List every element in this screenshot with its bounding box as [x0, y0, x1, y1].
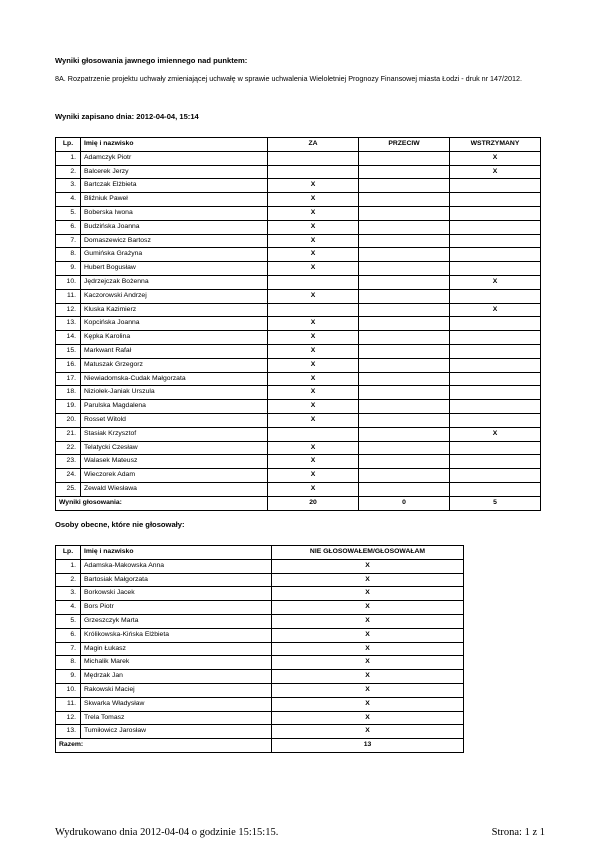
cell-name: Mędrzak Jan [81, 670, 272, 684]
votes-table-header [56, 138, 541, 152]
table-row [56, 331, 541, 345]
cell-lp: 22. [56, 441, 81, 455]
cell-wstrzymany [450, 317, 541, 331]
cell-za: X [268, 441, 359, 455]
table-row [56, 614, 464, 628]
cell-przeciw [359, 400, 450, 414]
cell-wstrzymany: X [450, 303, 541, 317]
cell-za: X [268, 400, 359, 414]
summary-wstrzymany: 5 [450, 496, 541, 510]
cell-name: Królikowska-Kińska Elżbieta [81, 628, 272, 642]
cell-wstrzymany [450, 248, 541, 262]
absent-table-header [56, 546, 464, 560]
cell-za: X [268, 455, 359, 469]
table-row [56, 179, 541, 193]
cell-lp: 21. [56, 427, 81, 441]
cell-status: X [272, 573, 464, 587]
cell-lp: 9. [56, 670, 81, 684]
cell-wstrzymany [450, 206, 541, 220]
header-wstrzymany: WSTRZYMANY [450, 138, 541, 152]
cell-wstrzymany: X [450, 275, 541, 289]
cell-za: X [268, 317, 359, 331]
cell-lp: 8. [56, 656, 81, 670]
cell-lp: 3. [56, 179, 81, 193]
cell-wstrzymany [450, 234, 541, 248]
cell-wstrzymany [450, 413, 541, 427]
cell-wstrzymany: X [450, 427, 541, 441]
cell-wstrzymany [450, 469, 541, 483]
cell-lp: 19. [56, 400, 81, 414]
cell-name: Skwarka Władysław [81, 697, 272, 711]
table-row [56, 372, 541, 386]
cell-wstrzymany [450, 372, 541, 386]
table-row [56, 317, 541, 331]
cell-przeciw [359, 386, 450, 400]
table-row [56, 427, 541, 441]
header-name: Imię i nazwisko [81, 138, 268, 152]
cell-status: X [272, 628, 464, 642]
page-title: Wyniki głosowania jawnego imiennego nad punktem: [55, 56, 248, 65]
table-row [56, 482, 541, 496]
cell-przeciw [359, 165, 450, 179]
cell-za [268, 151, 359, 165]
table-row [56, 601, 464, 615]
cell-za: X [268, 262, 359, 276]
printed-timestamp: Wydrukowano dnia 2012-04-04 o godzinie 15:15:15. [55, 827, 279, 838]
cell-za [268, 275, 359, 289]
cell-status: X [272, 725, 464, 739]
table-row [56, 573, 464, 587]
cell-przeciw [359, 455, 450, 469]
table-row [56, 262, 541, 276]
absent-summary-row [56, 739, 464, 753]
header-status: NIE GŁOSOWAŁEM/GŁOSOWAŁAM [272, 546, 464, 560]
cell-name: Bliźniuk Paweł [81, 193, 268, 207]
cell-przeciw [359, 469, 450, 483]
cell-za: X [268, 179, 359, 193]
cell-name: Adamska-Makowska Anna [81, 559, 272, 573]
cell-name: Niewiadomska-Cudak Małgorzata [81, 372, 268, 386]
cell-lp: 10. [56, 683, 81, 697]
cell-za: X [268, 358, 359, 372]
cell-name: Jędrzejczak Bożenna [81, 275, 268, 289]
cell-wstrzymany: X [450, 151, 541, 165]
cell-wstrzymany [450, 400, 541, 414]
cell-wstrzymany [450, 289, 541, 303]
cell-name: Budzińska Joanna [81, 220, 268, 234]
cell-przeciw [359, 234, 450, 248]
cell-przeciw [359, 303, 450, 317]
cell-przeciw [359, 372, 450, 386]
table-row [56, 469, 541, 483]
cell-status: X [272, 670, 464, 684]
cell-name: Grzeszczyk Marta [81, 614, 272, 628]
cell-lp: 13. [56, 317, 81, 331]
cell-wstrzymany [450, 386, 541, 400]
cell-lp: 12. [56, 303, 81, 317]
cell-name: Domaszewicz Bartosz [81, 234, 268, 248]
table-row [56, 358, 541, 372]
cell-lp: 16. [56, 358, 81, 372]
cell-lp: 3. [56, 587, 81, 601]
cell-przeciw [359, 275, 450, 289]
cell-przeciw [359, 220, 450, 234]
cell-name: Trela Tomasz [81, 711, 272, 725]
cell-za: X [268, 193, 359, 207]
cell-przeciw [359, 317, 450, 331]
cell-za: X [268, 372, 359, 386]
cell-name: Niziołek-Janiak Urszula [81, 386, 268, 400]
cell-przeciw [359, 193, 450, 207]
cell-lp: 13. [56, 725, 81, 739]
table-row [56, 234, 541, 248]
cell-name: Boberska Iwona [81, 206, 268, 220]
cell-name: Kaczorowski Andrzej [81, 289, 268, 303]
table-row [56, 289, 541, 303]
table-row [56, 628, 464, 642]
cell-wstrzymany [450, 455, 541, 469]
cell-wstrzymany [450, 220, 541, 234]
cell-przeciw [359, 331, 450, 345]
table-row [56, 559, 464, 573]
cell-status: X [272, 601, 464, 615]
cell-lp: 9. [56, 262, 81, 276]
cell-name: Adamczyk Piotr [81, 151, 268, 165]
cell-wstrzymany [450, 193, 541, 207]
table-row [56, 303, 541, 317]
cell-lp: 24. [56, 469, 81, 483]
cell-name: Borkowski Jacek [81, 587, 272, 601]
absent-title: Osoby obecne, które nie głosowały: [55, 520, 185, 529]
cell-name: Magin Łukasz [81, 642, 272, 656]
summary-przeciw: 0 [359, 496, 450, 510]
cell-name: Balcerek Jerzy [81, 165, 268, 179]
cell-wstrzymany [450, 358, 541, 372]
table-row [56, 206, 541, 220]
cell-name: Hubert Bogusław [81, 262, 268, 276]
cell-wstrzymany [450, 441, 541, 455]
cell-name: Kopcińska Joanna [81, 317, 268, 331]
table-row [56, 587, 464, 601]
cell-lp: 2. [56, 573, 81, 587]
cell-za: X [268, 220, 359, 234]
table-row [56, 386, 541, 400]
cell-lp: 7. [56, 642, 81, 656]
table-row [56, 275, 541, 289]
page-number: Strona: 1 z 1 [491, 827, 545, 838]
absent-table [55, 545, 464, 753]
cell-wstrzymany [450, 482, 541, 496]
header-name: Imię i nazwisko [81, 546, 272, 560]
cell-lp: 18. [56, 386, 81, 400]
cell-za: X [268, 331, 359, 345]
table-row [56, 151, 541, 165]
summary-label: Wyniki głosowania: [56, 496, 268, 510]
cell-lp: 5. [56, 206, 81, 220]
cell-lp: 5. [56, 614, 81, 628]
cell-name: Rosset Witold [81, 413, 268, 427]
cell-name: Markwant Rafał [81, 344, 268, 358]
cell-za: X [268, 234, 359, 248]
cell-name: Bartczak Elżbieta [81, 179, 268, 193]
cell-przeciw [359, 151, 450, 165]
header-przeciw: PRZECIW [359, 138, 450, 152]
cell-lp: 14. [56, 331, 81, 345]
cell-name: Bors Piotr [81, 601, 272, 615]
cell-za: X [268, 344, 359, 358]
table-row [56, 248, 541, 262]
cell-lp: 7. [56, 234, 81, 248]
header-lp: Lp. [56, 138, 81, 152]
table-row [56, 711, 464, 725]
table-row [56, 656, 464, 670]
cell-lp: 12. [56, 711, 81, 725]
cell-name: Matuszak Grzegorz [81, 358, 268, 372]
cell-wstrzymany [450, 179, 541, 193]
cell-status: X [272, 683, 464, 697]
cell-przeciw [359, 206, 450, 220]
cell-lp: 15. [56, 344, 81, 358]
cell-lp: 25. [56, 482, 81, 496]
table-row [56, 455, 541, 469]
summary-za: 20 [268, 496, 359, 510]
cell-name: Walasek Mateusz [81, 455, 268, 469]
summary-status: 13 [272, 739, 464, 753]
cell-lp: 23. [56, 455, 81, 469]
cell-za [268, 165, 359, 179]
cell-name: Bartosiak Małgorzata [81, 573, 272, 587]
recorded-timestamp: Wyniki zapisano dnia: 2012-04-04, 15:14 [55, 112, 199, 121]
table-row [56, 220, 541, 234]
cell-przeciw [359, 262, 450, 276]
table-row [56, 697, 464, 711]
agenda-item-description: 8A. Rozpatrzenie projektu uchwały zmieniającej uchwałę w sprawie uchwalenia Wieloletniej Prognozy Finansowej miasta Łodzi - druk nr 147/2012. [55, 74, 523, 83]
cell-lp: 10. [56, 275, 81, 289]
cell-przeciw [359, 344, 450, 358]
summary-label: Razem: [56, 739, 272, 753]
cell-za: X [268, 482, 359, 496]
cell-przeciw [359, 289, 450, 303]
cell-name: Telatycki Czesław [81, 441, 268, 455]
table-row [56, 413, 541, 427]
cell-lp: 8. [56, 248, 81, 262]
cell-wstrzymany [450, 331, 541, 345]
cell-przeciw [359, 248, 450, 262]
cell-za: X [268, 289, 359, 303]
cell-lp: 4. [56, 601, 81, 615]
table-row [56, 165, 541, 179]
cell-lp: 17. [56, 372, 81, 386]
cell-lp: 6. [56, 628, 81, 642]
cell-lp: 11. [56, 289, 81, 303]
cell-przeciw [359, 179, 450, 193]
cell-lp: 6. [56, 220, 81, 234]
table-row [56, 725, 464, 739]
cell-lp: 11. [56, 697, 81, 711]
cell-status: X [272, 711, 464, 725]
cell-status: X [272, 642, 464, 656]
cell-przeciw [359, 358, 450, 372]
cell-za [268, 427, 359, 441]
cell-status: X [272, 697, 464, 711]
cell-lp: 1. [56, 559, 81, 573]
cell-name: Kępka Karolina [81, 331, 268, 345]
table-row [56, 683, 464, 697]
header-za: ZA [268, 138, 359, 152]
cell-przeciw [359, 441, 450, 455]
cell-name: Wieczorek Adam [81, 469, 268, 483]
cell-za [268, 303, 359, 317]
cell-wstrzymany [450, 262, 541, 276]
cell-status: X [272, 656, 464, 670]
table-row [56, 670, 464, 684]
cell-wstrzymany: X [450, 165, 541, 179]
cell-name: Tumiłowicz Jarosław [81, 725, 272, 739]
cell-lp: 2. [56, 165, 81, 179]
cell-name: Stasiak Krzysztof [81, 427, 268, 441]
table-row [56, 642, 464, 656]
cell-status: X [272, 559, 464, 573]
cell-lp: 4. [56, 193, 81, 207]
votes-summary-row [56, 496, 541, 510]
cell-name: Michalik Marek [81, 656, 272, 670]
cell-za: X [268, 206, 359, 220]
cell-przeciw [359, 482, 450, 496]
cell-lp: 1. [56, 151, 81, 165]
table-row [56, 441, 541, 455]
header-lp: Lp. [56, 546, 81, 560]
cell-za: X [268, 386, 359, 400]
table-row [56, 193, 541, 207]
cell-lp: 20. [56, 413, 81, 427]
cell-za: X [268, 469, 359, 483]
cell-status: X [272, 614, 464, 628]
cell-name: Parulska Magdalena [81, 400, 268, 414]
cell-za: X [268, 413, 359, 427]
cell-name: Rakowski Maciej [81, 683, 272, 697]
cell-przeciw [359, 413, 450, 427]
table-row [56, 344, 541, 358]
cell-przeciw [359, 427, 450, 441]
votes-table [55, 137, 541, 511]
cell-name: Gumińska Grażyna [81, 248, 268, 262]
cell-za: X [268, 248, 359, 262]
table-row [56, 400, 541, 414]
cell-wstrzymany [450, 344, 541, 358]
cell-name: Zewald Wiesława [81, 482, 268, 496]
cell-status: X [272, 587, 464, 601]
cell-name: Kluska Kazimierz [81, 303, 268, 317]
